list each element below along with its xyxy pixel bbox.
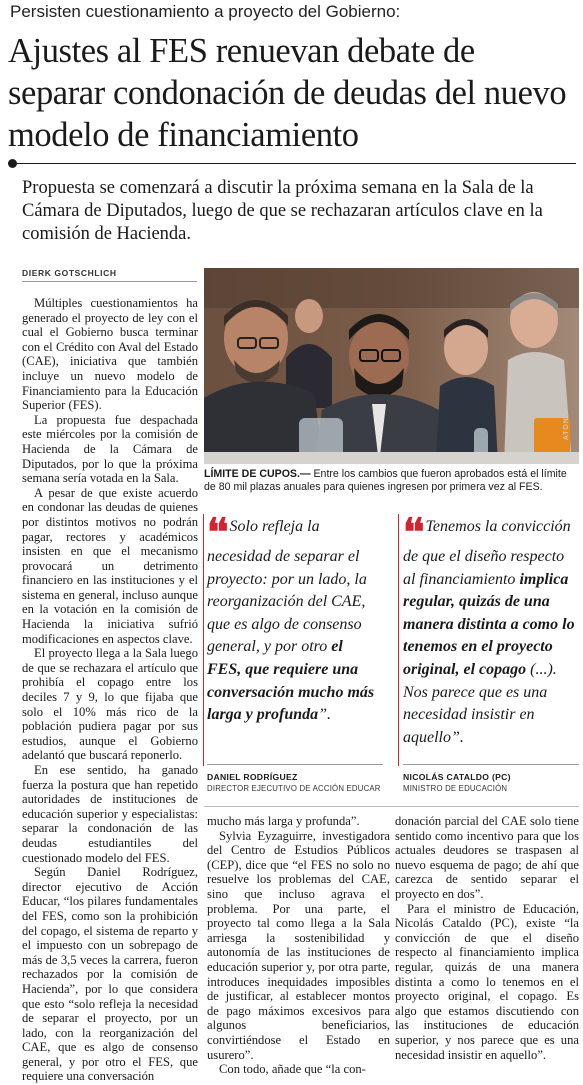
paragraph: Con todo, añade que “la con- — [219, 1062, 366, 1077]
quote-emphasis: el FES, que requiere una conversación mucho más larga y profunda — [207, 638, 375, 724]
body-column-1 — [22, 296, 198, 1084]
byline-rule — [22, 281, 197, 282]
news-photo — [204, 268, 579, 464]
attribution-rule — [207, 764, 383, 765]
quote-role: MINISTRO DE EDUCACIÓN — [403, 784, 508, 793]
paragraph: A pesar de que existe acuerdo en condonar las deudas de quienes por distintos motivos no podrán pagar, rectores y académicos insisten en que el mecanismo provocará un detrimento financiero en las instituciones y el sistema en general, incluso aunque en la votación en la comisión de Hacienda la iniciativa sufrió modificaciones en aspectos clave. — [22, 485, 198, 646]
paragraph: La propuesta fue despachada este miércoles por la comisión de Hacienda de la Cámara de Diputados, por lo que la próxima semana sería votada en la Sala. — [22, 412, 198, 486]
photo-caption — [204, 468, 579, 494]
body-column-3 — [395, 814, 579, 1062]
quote-text: (...). Nos parece que es una necesidad insistir en aquello”. — [403, 660, 557, 746]
quote-role: DIRECTOR EJECUTIVO DE ACCIÓN EDUCAR — [207, 784, 381, 793]
paragraph: mucho más larga y profunda”. — [207, 814, 360, 828]
byline: DIERK GOTSCHLICH — [22, 268, 117, 278]
quote-text: ”. — [318, 706, 332, 724]
quote-rule — [398, 514, 399, 766]
quote-name: NICOLÁS CATALDO (PC) — [403, 772, 511, 782]
paragraph: Sylvia Eyzaguirre, investigadora del Centro de Estudios Públicos (CEP), dice que “el FES no solo no resuelve los problemas del CAE, sino que incluso agrava el problema. Por una parte, el proyecto tal como llega a la Sala arriesga la sostenibilidad y autonomía de las instituciones de educación superior y, por otra parte, introduces inequidades imposibles de justificar, al establecer montos de pago máximos excesivos para algunos beneficiarios, convirtiéndose el Estado en usurero”. — [207, 828, 390, 1062]
rule-dot — [8, 159, 17, 168]
quote-text: Solo refleja la necesidad de separar el proyecto: por un lado, la reorganización del CAE, que es algo de consenso general, y por otro — [207, 518, 367, 656]
attribution-rule — [403, 764, 579, 765]
pull-quote-1 — [207, 512, 375, 727]
quote-text: Tenemos la convicción de que el diseño respecto al financiamiento — [403, 518, 571, 588]
caption-text: Entre los cambios que fueron aprobados está el límite de 80 mil plazas anuales para quienes ingresen por primera vez al FES. — [204, 468, 567, 493]
paragraph: En ese sentido, ha ganado fuerza la postura que han repetido autoridades de instituciones de educación superior y especialistas: separar la condonación de las deudas estudiantiles del cuestionado modelo del FES. — [22, 763, 198, 865]
paragraph: Según Daniel Rodríguez, director ejecutivo de Acción Educar, “los pilares fundamentales del FES, como son la prohibición del copago, el sistema de reparto y el impuesto con un sobrepago de más de 3,5 veces la carrera, fueron rechazados por la comisión de Hacienda”, por lo que considera que esto “solo refleja la necesidad de separar el proyecto, por un lado, con la reorganización del CAE, que es algo de consenso general, y por otro el FES, que requiere una conversación — [22, 865, 198, 1084]
kicker: Persisten cuestionamiento a proyecto del Gobierno: — [10, 2, 401, 21]
photo-credit: ATON — [563, 417, 570, 440]
quote-emphasis: implica regular, quizás de una manera distinta a como lo tenemos en el proyecto original, el copago — [403, 570, 575, 678]
quote-mark-icon: ❛❛ — [403, 512, 422, 554]
section-divider — [204, 806, 579, 807]
headline-rule — [8, 163, 576, 164]
deck: Propuesta se comenzará a discutir la próxima semana en la Sala de la Cámara de Diputados, luego de que se rechazaran artículos clave en la comisión de Hacienda. — [22, 178, 543, 244]
quote-rule — [203, 514, 204, 766]
body-column-2 — [207, 814, 390, 1077]
paragraph: El proyecto llega a la Sala luego de que se rechazara el artículo que prohibía el copago entre los deciles 7 y 9, lo que fijaba que solo el 10% más rico de la población pudiera pagar por sus estudios, aunque el Gobierno adelantó que buscará reponerlo. — [22, 646, 198, 763]
paragraph: donación parcial del CAE solo tiene sentido como incentivo para que los actuales deudores se traspasen al nuevo esquema de pago; de ahí que carezca de sentido separar el proyecto en dos”. — [395, 814, 579, 901]
quote-name: DANIEL RODRÍGUEZ — [207, 772, 298, 782]
paragraph: Para el ministro de Educación, Nicolás Cataldo (PC), existe “la convicción de que el diseño respecto al financiamiento implica regular, quizás de una manera distinta a como lo tenemos en el proyecto original, el copago. Es algo que estamos discutiendo con las instituciones de educación superior, y nos parece que es una necesidad insistir en aquello”. — [395, 901, 579, 1062]
quote-mark-icon: ❛❛ — [207, 512, 226, 554]
caption-lead: LÍMITE DE CUPOS.— — [204, 468, 311, 480]
photo-illustration — [204, 268, 579, 464]
headline: Ajustes al FES renuevan debate de separar condonación de deudas del nuevo modelo de financiamiento — [8, 32, 567, 154]
pull-quote-2 — [403, 512, 575, 749]
paragraph: Múltiples cuestionamientos ha generado el proyecto de ley con el cual el Gobierno busca terminar con el Crédito con Aval del Estado (CAE), iniciativa que también incluye un nuevo modelo de Financiamiento para la Educación Superior (FES). — [22, 296, 198, 413]
